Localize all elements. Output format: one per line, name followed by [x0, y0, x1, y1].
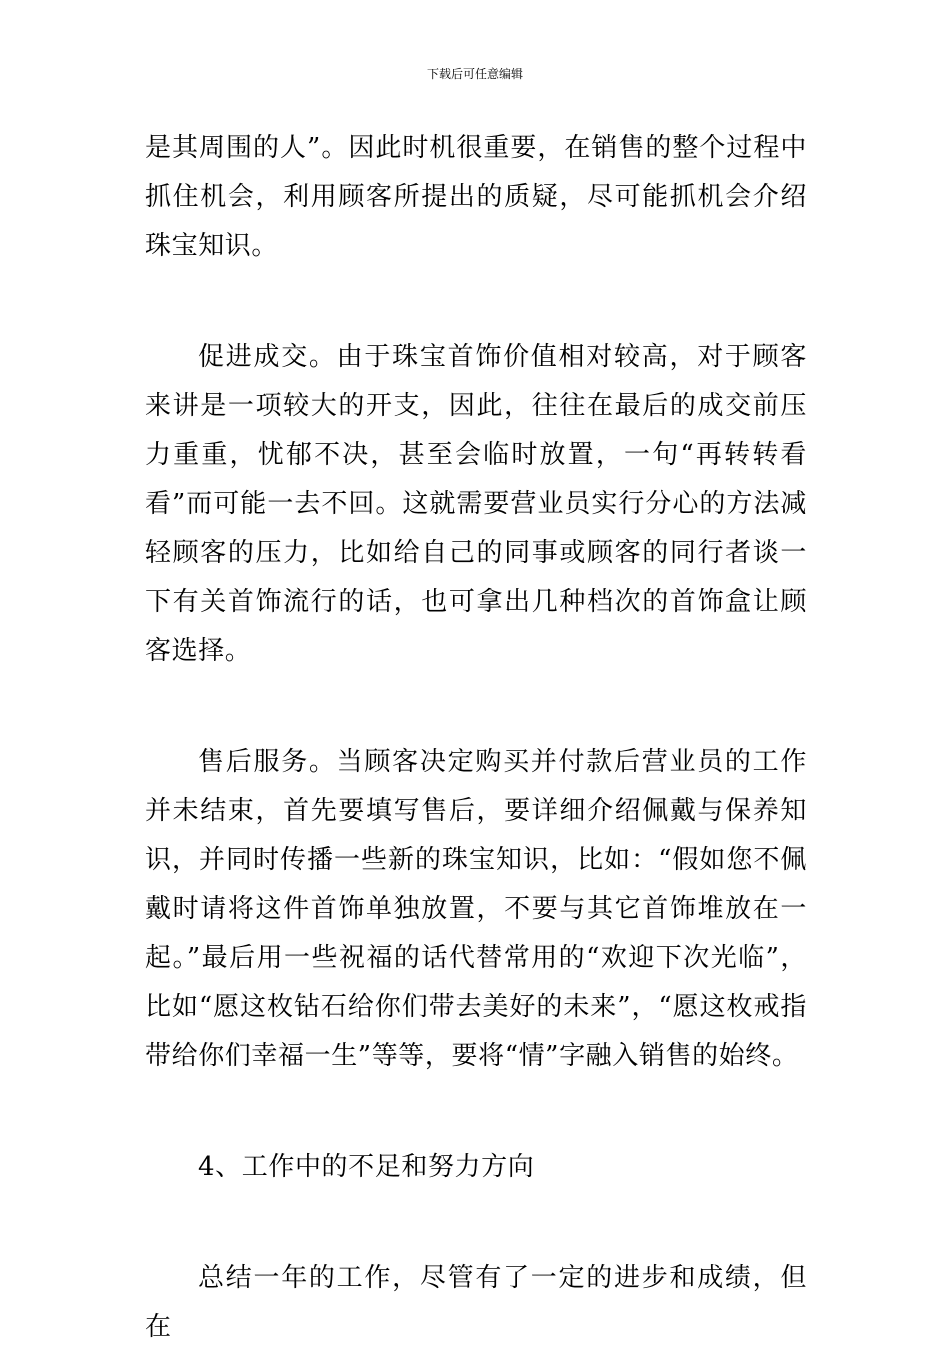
section-heading: 4、工作中的不足和努力方向: [198, 1152, 535, 1182]
paragraph-continuation: 是其周围的人”。因此时机很重要，在销售的整个过程中抓住机会，利用顾客所提出的质疑，尽可能抓机会介绍珠宝知识。: [145, 133, 807, 261]
paragraph-spacer: [145, 1081, 807, 1143]
paragraph-after-sales: 售后服务。当顾客决定购买并付款后营业员的工作并未结束，首先要填写售后，要详细介绍佩戴与保养知识，并同时传播一些新的珠宝知识，比如：“假如您不佩戴时请将这件首饰单独放置，不要与其它首饰堆放在一起。”最后用一些祝福的话代替常用的“欢迎下次光临”，比如“愿这枚钻石给你们带去美好的未来”，“愿这枚戒指带给你们幸福一生”等等，要将“情”字融入销售的始终。: [145, 747, 807, 1071]
paragraph-closing-deal: 促进成交。由于珠宝首饰价值相对较高，对于顾客来讲是一项较大的开支，因此，往往在最后的成交前压力重重，忧郁不决，甚至会临时放置，一句“再转转看看”而可能一去不回。这就需要营业员实行分心的方法减轻顾客的压力，比如给自己的同事或顾客的同行者谈一下有关首饰流行的话，也可拿出几种档次的首饰盒让顾客选择。: [145, 342, 807, 666]
paragraph-summary: 总结一年的工作，尽管有了一定的进步和成绩，但在: [145, 1263, 807, 1342]
paragraph-spacer: [145, 1192, 807, 1254]
document-body: [145, 124, 807, 1352]
paragraph-spacer: [145, 271, 807, 333]
paragraph-spacer: [145, 676, 807, 738]
page-header: 下载后可任意编辑: [426, 67, 523, 81]
